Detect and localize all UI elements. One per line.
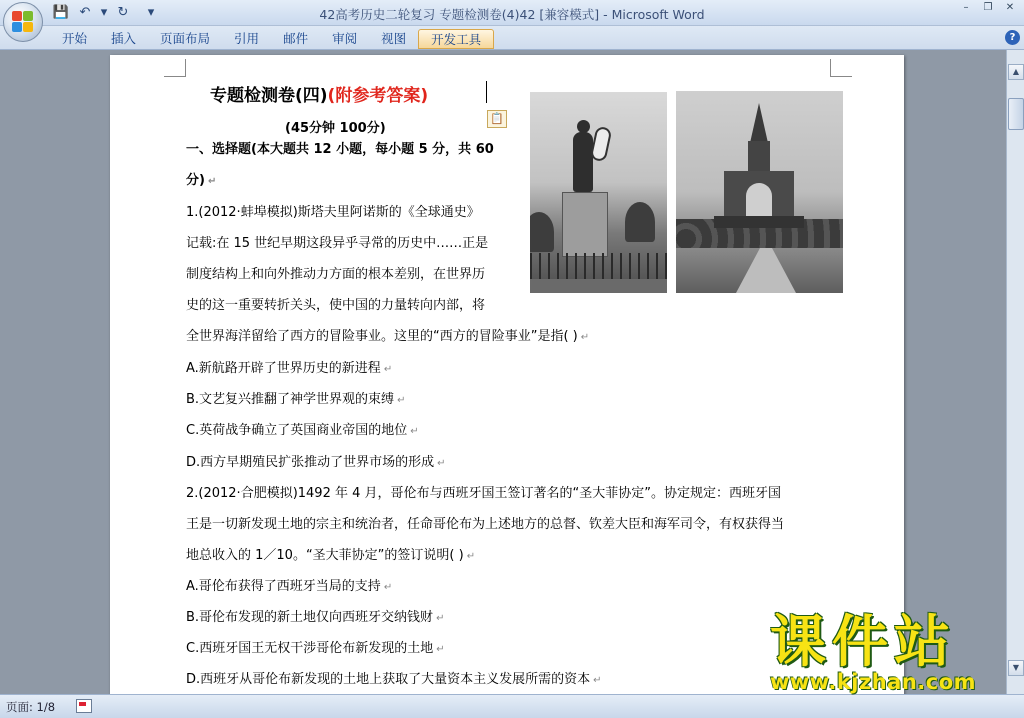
line-text: C.西班牙国王无权干涉哥伦布新发现的土地 <box>186 641 434 656</box>
document-line <box>186 547 475 566</box>
palm-tree-shape <box>625 202 655 242</box>
undo-dropdown-icon[interactable]: ▾ <box>100 5 108 20</box>
line-text: A.哥伦布获得了西班牙当局的支持 <box>186 579 381 594</box>
paste-options-icon[interactable]: 📋 <box>487 110 507 128</box>
document-line <box>186 172 216 191</box>
document-line <box>186 422 419 441</box>
text-cursor <box>486 81 487 103</box>
document-line <box>186 391 405 410</box>
statue-pedestal-shape <box>562 192 608 257</box>
paragraph-mark: ↵ <box>397 395 406 406</box>
line-text: 1.(2012·蚌埠模拟)斯塔夫里阿诺斯的《全球通史》 <box>186 205 480 220</box>
ground-shape <box>530 279 667 293</box>
paragraph-mark: ↵ <box>593 675 602 686</box>
document-area <box>0 50 1006 694</box>
tab-review[interactable]: 审阅 <box>332 31 358 46</box>
document-line <box>186 609 444 628</box>
line-text: 制度结构上和向外推动力方面的根本差别，在世界历 <box>186 267 486 282</box>
statue-shield-shape <box>590 126 613 163</box>
paragraph-mark: ↵ <box>207 176 217 187</box>
line-text: 一、选择题(本大题共 12 小题，每小题 5 分，共 60 <box>186 142 494 157</box>
paragraph-mark: ↵ <box>466 551 476 562</box>
window-title: 42高考历史二轮复习 专题检测卷(4)42 [兼容模式] - Microsoft Word <box>319 7 705 22</box>
office-button[interactable] <box>3 2 43 42</box>
help-icon[interactable]: ? <box>1005 30 1020 45</box>
line-text: 全世界海洋留给了西方的冒险事业。这里的“西方的冒险事业”是指( ) <box>186 329 578 344</box>
paragraph-mark: ↵ <box>436 644 445 655</box>
office-logo-icon <box>12 11 34 33</box>
paragraph-mark: ↵ <box>580 332 590 343</box>
paragraph-mark: ↵ <box>436 613 445 624</box>
document-line <box>186 297 485 315</box>
document-line <box>186 485 781 503</box>
line-text: 地总收入的 1／10。“圣大菲协定”的签订说明( ) <box>186 548 464 563</box>
palm-tree-shape <box>530 212 554 252</box>
margin-corner-mark <box>164 59 186 77</box>
paragraph-mark: ↵ <box>437 458 446 469</box>
line-text: D.西方早期殖民扩张推动了世界市场的形成 <box>186 455 435 470</box>
watermark-title: 课件站 <box>770 610 956 675</box>
tab-insert[interactable]: 插入 <box>111 31 137 46</box>
tab-home[interactable]: 开始 <box>62 31 88 46</box>
title-answer-note: (附参考答案) <box>327 86 429 106</box>
customize-qat-icon[interactable]: ▾ <box>147 5 155 20</box>
document-subtitle: (45分钟 100分) <box>285 121 386 136</box>
redo-icon[interactable]: ↻ <box>117 5 129 20</box>
line-text: 2.(2012·合肥模拟)1492 年 4 月，哥伦布与西班牙国王签订著名的“圣大菲协定”。协定规定：西班牙国 <box>186 486 781 501</box>
paragraph-mark: ↵ <box>383 582 393 593</box>
document-page[interactable] <box>110 55 904 694</box>
document-line <box>186 328 589 347</box>
line-text: B.文艺复兴推翻了神学世界观的束缚 <box>186 392 395 407</box>
tab-developer[interactable]: 开发工具 <box>418 29 494 49</box>
close-button[interactable]: ✕ <box>1005 2 1015 13</box>
line-text: 分) <box>186 173 205 188</box>
line-text: B.哥伦布发现的新土地仅向西班牙交纳钱财 <box>186 610 434 625</box>
tab-references[interactable]: 引用 <box>234 31 260 46</box>
line-text: A.新航路开辟了世界历史的新进程 <box>186 361 381 376</box>
document-line <box>186 516 784 534</box>
document-title <box>210 81 428 106</box>
tab-page-layout[interactable]: 页面布局 <box>160 31 211 46</box>
monument-arch-shape <box>746 183 772 216</box>
minimize-button[interactable]: – <box>963 2 969 13</box>
obelisk-column-shape <box>748 141 770 171</box>
line-text: 史的这一重要转折关头，使中国的力量转向内部，将 <box>186 298 486 313</box>
line-text: 记载:在 15 世纪早期这段异乎寻常的历史中……正是 <box>186 236 489 251</box>
document-line <box>186 266 485 284</box>
ribbon-tab-bar <box>0 26 1024 50</box>
tab-view[interactable]: 视图 <box>381 31 407 46</box>
margin-corner-mark <box>830 59 852 77</box>
line-text: 王是一切新发现土地的宗主和统治者，任命哥伦布为上述地方的总督、钦差大臣和海军司令，有权获得当 <box>186 517 785 532</box>
document-line <box>186 141 494 159</box>
document-line <box>186 235 488 253</box>
obelisk-shape <box>750 103 768 143</box>
document-line <box>186 360 392 379</box>
title-bar <box>0 0 1024 26</box>
status-bar <box>0 694 1024 718</box>
monument-plinth-shape <box>714 216 804 228</box>
scroll-thumb[interactable] <box>1008 98 1024 130</box>
document-line <box>186 454 446 473</box>
scroll-down-icon[interactable]: ▼ <box>1008 660 1024 676</box>
statue-photo[interactable] <box>530 92 667 293</box>
paragraph-mark: ↵ <box>383 364 393 375</box>
restore-button[interactable]: ❐ <box>983 2 993 13</box>
title-main: 专题检测卷(四) <box>210 86 328 106</box>
statue-body-shape <box>573 132 593 192</box>
document-line <box>186 640 445 659</box>
document-line <box>186 204 480 222</box>
document-line <box>186 578 392 597</box>
watermark-url: www.kjzhan.com <box>770 670 977 694</box>
scroll-up-icon[interactable]: ▲ <box>1008 64 1024 80</box>
page-count-indicator[interactable]: 页面: 1/8 <box>6 700 56 714</box>
site-watermark <box>770 610 977 694</box>
line-text: D.西班牙从哥伦布新发现的土地上获取了大量资本主义发展所需的资本 <box>186 672 591 687</box>
tab-mailings[interactable]: 邮件 <box>283 31 309 46</box>
language-status-icon[interactable] <box>76 699 92 713</box>
document-line <box>186 671 602 690</box>
undo-icon[interactable]: ↶ <box>79 5 91 20</box>
line-text: C.英荷战争确立了英国商业帝国的地位 <box>186 423 408 438</box>
vertical-scrollbar[interactable] <box>1006 50 1024 694</box>
paragraph-mark: ↵ <box>410 426 419 437</box>
monument-photo[interactable] <box>676 91 843 293</box>
save-icon[interactable]: 💾 <box>52 5 70 20</box>
